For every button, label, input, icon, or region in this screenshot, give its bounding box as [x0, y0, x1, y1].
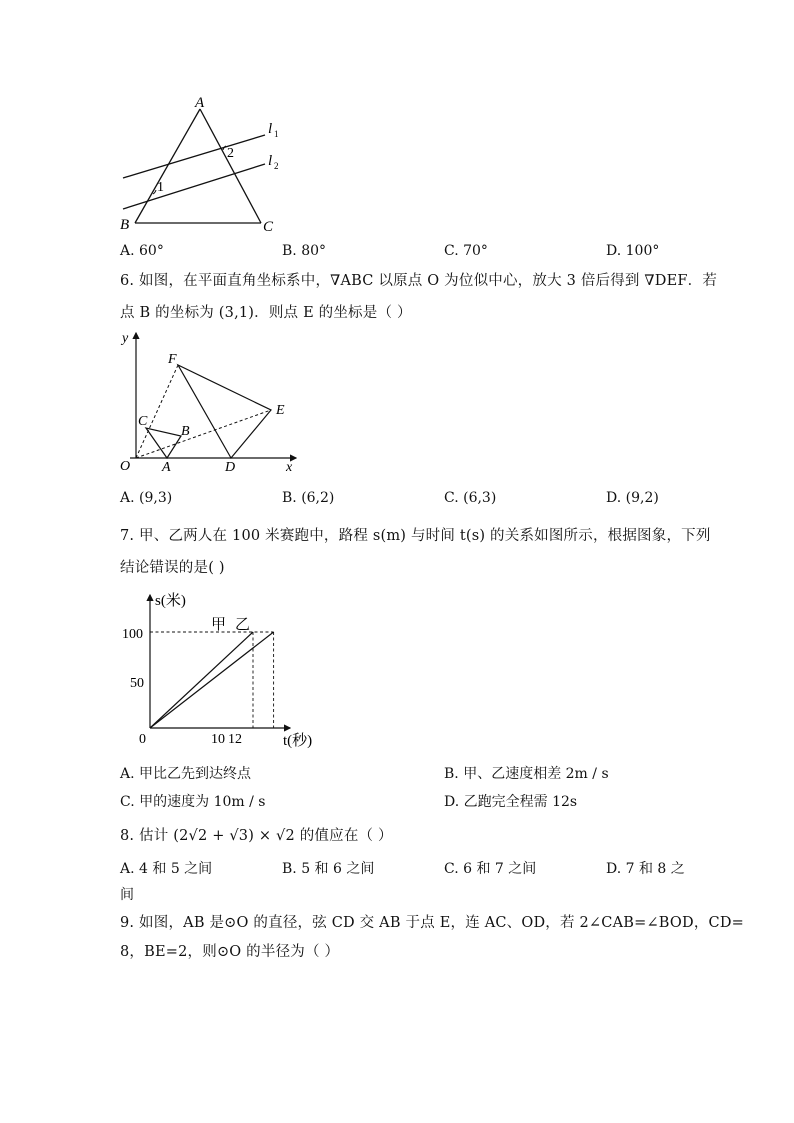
q6-option-b[interactable]: B. (6,2)	[282, 490, 335, 506]
q5-figure	[110, 92, 290, 242]
line-l1	[123, 135, 265, 178]
q6-figure	[110, 325, 310, 475]
q8-option-a[interactable]: A. 4 和 5 之间	[120, 861, 213, 877]
q8-stem-line1: 8. 估计 (2√2 + √3) × √2 的值应在（ ）	[120, 828, 393, 844]
series-line-1	[150, 632, 274, 728]
label-angle-2: 2	[227, 146, 234, 161]
label-l2: l	[268, 153, 273, 169]
q7-option-a[interactable]: A. 甲比乙先到达终点	[120, 766, 252, 782]
q9-stem-line2: 8，BE=2，则⊙O 的半径为（ ）	[120, 944, 340, 960]
series-label-yi: 乙	[235, 617, 251, 633]
label-b: B	[181, 424, 190, 439]
q7-option-c[interactable]: C. 甲的速度为 10m / s	[120, 794, 266, 810]
label-l1-sub: 1	[274, 129, 279, 139]
q9-stem-line1: 9. 如图，AB 是⊙O 的直径，弦 CD 交 AB 于点 E，连 AC、OD，若 2∠CAB=∠BOD，CD=	[120, 915, 745, 931]
q7-stem-line2: 结论错误的是( )	[120, 560, 225, 576]
q6-stem-line2: 点 B 的坐标为 (3,1)．则点 E 的坐标是（ ）	[120, 305, 412, 321]
q6-option-c[interactable]: C. (6,3)	[444, 490, 497, 506]
q8-option-d[interactable]: D. 7 和 8 之	[606, 861, 685, 877]
series-line-0	[150, 632, 253, 728]
label-e: E	[276, 403, 285, 418]
q5-option-a[interactable]: A. 60°	[120, 243, 164, 259]
triangle-abc	[146, 428, 181, 458]
chart-xlabel: t(秒)	[283, 733, 313, 749]
chart-origin: 0	[139, 732, 146, 747]
side-ac	[200, 109, 261, 223]
label-angle-1: 1	[157, 180, 164, 195]
label-c: C	[138, 414, 148, 429]
q7-stem-line1: 7. 甲、乙两人在 100 米赛跑中，路程 s(m) 与时间 t(s) 的关系如图所示，根据图象，下列	[120, 528, 711, 544]
series-label-jia: 甲	[211, 617, 227, 633]
side-ab	[135, 109, 200, 223]
x-tick-12: 12	[228, 732, 242, 747]
q5-option-c[interactable]: C. 70°	[444, 243, 488, 259]
chart-ylabel: s(米)	[155, 593, 186, 609]
label-b: B	[120, 217, 130, 233]
q5-option-d[interactable]: D. 100°	[606, 243, 660, 259]
y-tick-50: 50	[130, 676, 144, 691]
q8-option-c[interactable]: C. 6 和 7 之间	[444, 861, 537, 877]
q6-option-d[interactable]: D. (9,2)	[606, 490, 659, 506]
q5-option-b[interactable]: B. 80°	[282, 243, 327, 259]
q8-option-d-wrap: 间	[120, 887, 134, 903]
q6-stem-line1: 6. 如图，在平面直角坐标系中，∇ABC 以原点 O 为位似中心，放大 3 倍后得到 ∇DEF．若	[120, 273, 718, 289]
label-f: F	[168, 352, 177, 367]
label-c: C	[263, 219, 274, 235]
q6-option-a[interactable]: A. (9,3)	[120, 490, 173, 506]
q8-option-b[interactable]: B. 5 和 6 之间	[282, 861, 375, 877]
label-d: D	[225, 460, 236, 475]
line-l2	[123, 164, 265, 209]
q7-option-d[interactable]: D. 乙跑完全程需 12s	[444, 794, 578, 810]
label-a: A	[195, 95, 205, 111]
label-x: x	[286, 460, 293, 475]
q7-chart	[115, 585, 330, 755]
x-tick-10: 10	[211, 732, 225, 747]
q7-option-b[interactable]: B. 甲、乙速度相差 2m / s	[444, 766, 609, 782]
label-l1: l	[268, 121, 273, 137]
label-y: y	[122, 331, 129, 346]
y-tick-100: 100	[122, 627, 143, 642]
label-l2-sub: 2	[274, 161, 279, 171]
label-a: A	[162, 460, 171, 475]
triangle-def	[178, 365, 271, 458]
label-o: O	[120, 459, 131, 474]
